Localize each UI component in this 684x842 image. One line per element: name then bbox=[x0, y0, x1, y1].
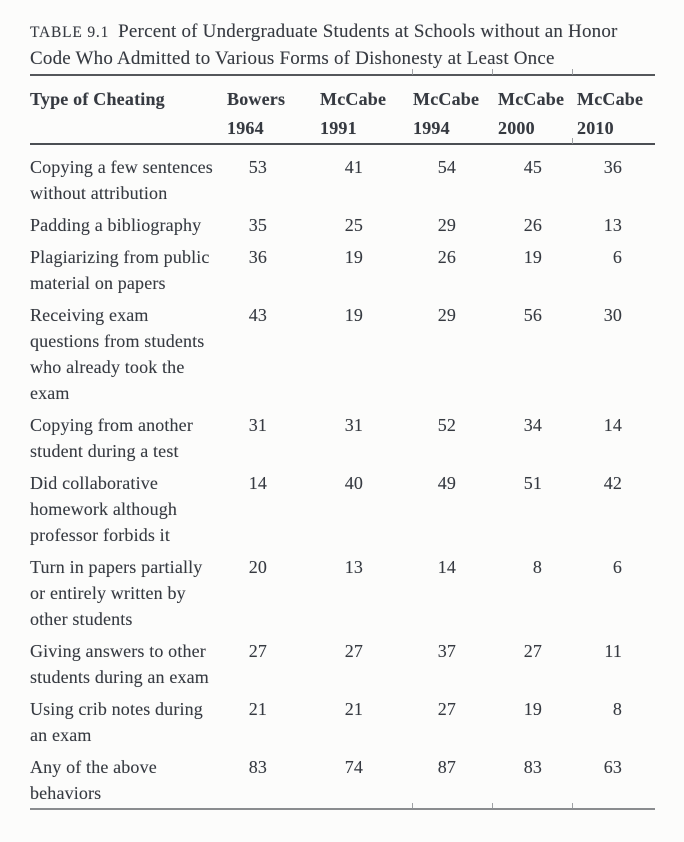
row-label-line: Receiving exam bbox=[30, 305, 149, 325]
column-year: 1991 bbox=[320, 118, 357, 138]
table-row bbox=[30, 412, 655, 464]
cell-value: 36 bbox=[248, 247, 267, 267]
column-separator-tick bbox=[492, 803, 493, 809]
row-label-line: Using crib notes during bbox=[30, 699, 203, 719]
cell-value: 40 bbox=[344, 473, 363, 493]
cell-value: 56 bbox=[523, 305, 542, 325]
row-label-line: Padding a bibliography bbox=[30, 215, 202, 235]
cell-value: 14 bbox=[248, 473, 267, 493]
cell-value: 37 bbox=[437, 641, 456, 661]
caption-line-1 bbox=[30, 19, 655, 46]
row-label bbox=[30, 154, 227, 206]
table-row bbox=[30, 638, 655, 690]
row-label bbox=[30, 554, 227, 632]
cell-value: 52 bbox=[437, 415, 456, 435]
column-header-mccabe-1991 bbox=[320, 85, 413, 143]
row-label bbox=[30, 212, 227, 238]
row-label-line: Copying from another bbox=[30, 415, 193, 435]
row-label-line: without attribution bbox=[30, 183, 168, 203]
row-label-line: Copying a few sentences bbox=[30, 157, 213, 177]
column-year: 1994 bbox=[413, 118, 450, 138]
row-label-line: homework although bbox=[30, 499, 178, 519]
cell-value: 8 bbox=[612, 699, 622, 719]
table-row bbox=[30, 302, 655, 406]
cell-value: 31 bbox=[248, 415, 267, 435]
cell-value: 13 bbox=[603, 215, 622, 235]
cell-value: 29 bbox=[437, 215, 456, 235]
cell-value: 53 bbox=[248, 157, 267, 177]
table-row bbox=[30, 554, 655, 632]
row-label-line: Turn in papers partially bbox=[30, 557, 203, 577]
cell-value: 26 bbox=[437, 247, 456, 267]
cell-value: 13 bbox=[344, 557, 363, 577]
column-header-mccabe-1994 bbox=[413, 85, 498, 143]
row-label bbox=[30, 244, 227, 296]
cell-value: 41 bbox=[344, 157, 363, 177]
column-year: 2010 bbox=[577, 118, 614, 138]
column-source: McCabe bbox=[498, 89, 565, 109]
column-separator-tick bbox=[572, 138, 573, 144]
row-label-line: student during a test bbox=[30, 441, 179, 461]
row-label-line: Any of the above bbox=[30, 757, 157, 777]
cell-value: 87 bbox=[437, 757, 456, 777]
table-caption bbox=[30, 19, 655, 72]
cell-value: 29 bbox=[437, 305, 456, 325]
table-bottom-rule bbox=[30, 808, 655, 810]
column-header-mccabe-2000 bbox=[498, 85, 577, 143]
cell-value: 36 bbox=[603, 157, 622, 177]
cell-value: 34 bbox=[523, 415, 542, 435]
caption-line-2: Code Who Admitted to Various Forms of Dishonesty at Least Once bbox=[30, 48, 555, 69]
cell-value: 6 bbox=[612, 557, 622, 577]
cell-value: 20 bbox=[248, 557, 267, 577]
column-header-mccabe-2010 bbox=[577, 85, 655, 143]
column-header-type-of-cheating: Type of Cheating bbox=[30, 89, 165, 109]
row-label bbox=[30, 470, 227, 548]
cell-value: 25 bbox=[344, 215, 363, 235]
cell-value: 19 bbox=[344, 247, 363, 267]
cell-value: 83 bbox=[248, 757, 267, 777]
column-separator-tick bbox=[572, 69, 573, 75]
row-label-line: students during an exam bbox=[30, 667, 209, 687]
cell-value: 14 bbox=[437, 557, 456, 577]
caption-text-1: Percent of Undergraduate Students at Schools without an Honor bbox=[118, 21, 618, 42]
cell-value: 27 bbox=[248, 641, 267, 661]
table-header-row bbox=[30, 76, 655, 143]
column-source: Bowers bbox=[227, 89, 286, 109]
row-label-line: or entirely written by bbox=[30, 583, 186, 603]
row-label-line: Plagiarizing from public bbox=[30, 247, 210, 267]
row-label bbox=[30, 638, 227, 690]
row-label-line: an exam bbox=[30, 725, 92, 745]
row-label bbox=[30, 302, 227, 406]
row-label-line: exam bbox=[30, 383, 70, 403]
cell-value: 14 bbox=[603, 415, 622, 435]
cell-value: 74 bbox=[344, 757, 363, 777]
cell-value: 26 bbox=[523, 215, 542, 235]
column-header-bowers-1964 bbox=[227, 85, 320, 143]
cell-value: 27 bbox=[437, 699, 456, 719]
row-label-line: professor forbids it bbox=[30, 525, 170, 545]
column-separator-tick bbox=[412, 69, 413, 75]
row-label bbox=[30, 696, 227, 748]
row-label-line: other students bbox=[30, 609, 133, 629]
table-row bbox=[30, 154, 655, 206]
cell-value: 35 bbox=[248, 215, 267, 235]
cell-value: 45 bbox=[523, 157, 542, 177]
column-source: McCabe bbox=[577, 89, 644, 109]
cell-value: 19 bbox=[523, 247, 542, 267]
column-separator-tick bbox=[492, 69, 493, 75]
table-body bbox=[30, 145, 655, 806]
table-row bbox=[30, 696, 655, 748]
cell-value: 31 bbox=[344, 415, 363, 435]
column-source: McCabe bbox=[320, 89, 387, 109]
cell-value: 19 bbox=[523, 699, 542, 719]
row-label bbox=[30, 412, 227, 464]
column-source: McCabe bbox=[413, 89, 480, 109]
column-year: 1964 bbox=[227, 118, 264, 138]
table-header-rule bbox=[30, 143, 655, 145]
row-label-line: behaviors bbox=[30, 783, 102, 803]
row-label-line: material on papers bbox=[30, 273, 166, 293]
table-row bbox=[30, 470, 655, 548]
row-label-line: questions from students bbox=[30, 331, 205, 351]
cell-value: 83 bbox=[523, 757, 542, 777]
column-separator-tick bbox=[572, 803, 573, 809]
table-row bbox=[30, 212, 655, 238]
cell-value: 30 bbox=[603, 305, 622, 325]
column-year: 2000 bbox=[498, 118, 535, 138]
cell-value: 51 bbox=[523, 473, 542, 493]
row-label-line: Giving answers to other bbox=[30, 641, 206, 661]
row-label-line: who already took the bbox=[30, 357, 185, 377]
cell-value: 19 bbox=[344, 305, 363, 325]
cell-value: 54 bbox=[437, 157, 456, 177]
cell-value: 27 bbox=[523, 641, 542, 661]
row-label-line: Did collaborative bbox=[30, 473, 159, 493]
cell-value: 63 bbox=[603, 757, 622, 777]
table-number-label: TABLE 9.1 bbox=[30, 24, 110, 41]
table-top-rule bbox=[30, 74, 655, 76]
cell-value: 21 bbox=[248, 699, 267, 719]
table-row bbox=[30, 244, 655, 296]
cell-value: 21 bbox=[344, 699, 363, 719]
cell-value: 49 bbox=[437, 473, 456, 493]
cell-value: 43 bbox=[248, 305, 267, 325]
cell-value: 27 bbox=[344, 641, 363, 661]
cell-value: 42 bbox=[603, 473, 622, 493]
row-label bbox=[30, 754, 227, 806]
table-row bbox=[30, 754, 655, 806]
cell-value: 8 bbox=[532, 557, 542, 577]
cell-value: 6 bbox=[612, 247, 622, 267]
cell-value: 11 bbox=[604, 641, 622, 661]
column-separator-tick bbox=[412, 803, 413, 809]
